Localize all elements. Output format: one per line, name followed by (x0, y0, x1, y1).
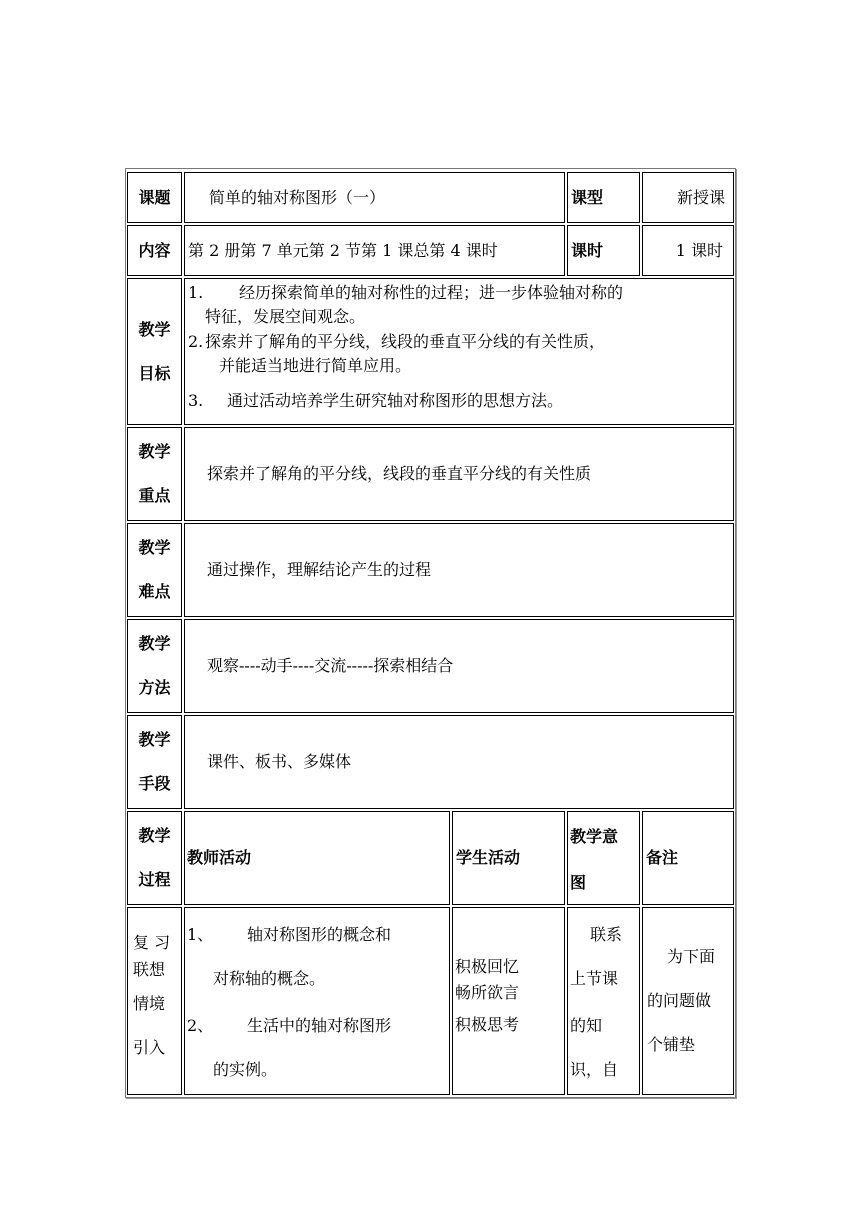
student-activity-header (452, 811, 565, 905)
difficulty-value-text: 通过操作，理解结论产生的过程 (207, 560, 432, 579)
difficulty-label-line1: 教学 (138, 538, 171, 557)
goal-3-number: 3. (188, 391, 204, 410)
process-label-line1: 教学 (138, 826, 171, 845)
goal-2-line2: 并能适当地进行简单应用。 (219, 356, 412, 375)
intent-header-line2: 图 (570, 873, 587, 892)
intent-cell (567, 907, 640, 1095)
process-label-line2: 过程 (138, 870, 171, 889)
teacher-item-1-line1: 轴对称图形的概念和 (247, 925, 392, 944)
teacher-activity-header (184, 811, 450, 905)
key-label-line2: 重点 (138, 486, 171, 505)
stage-label (127, 907, 182, 1095)
goal-2-number: 2. (188, 332, 204, 351)
note-line3: 个铺垫 (647, 1035, 696, 1054)
hours-label-text: 课时 (571, 240, 604, 260)
goals-label (127, 278, 182, 425)
goal-2-line1: 探索并了解角的平分线，线段的垂直平分线的有关性质， (205, 332, 606, 351)
student-activity-cell (452, 907, 565, 1095)
means-label-line1: 教学 (138, 730, 171, 749)
note-header (642, 811, 734, 905)
intent-line3: 的知 (570, 1016, 603, 1035)
teacher-item-2-line2: 的实例。 (213, 1060, 278, 1079)
hours-label (567, 225, 640, 276)
student-activity-line1: 积极回忆 (455, 957, 520, 976)
note-header-text: 备注 (646, 848, 679, 867)
content-value (184, 225, 565, 276)
difficulty-label-line2: 难点 (138, 582, 171, 601)
type-value (642, 172, 734, 223)
means-value (184, 715, 734, 809)
key-label-line1: 教学 (138, 442, 171, 461)
intent-line1: 联系 (590, 925, 623, 944)
hours-value (642, 225, 734, 276)
goals-cell (184, 278, 734, 425)
teacher-item-1-number: 1、 (187, 925, 214, 944)
key-value (184, 427, 734, 521)
topic-value-text: 简单的轴对称图形（一） (209, 187, 386, 207)
difficulty-label (127, 523, 182, 617)
teacher-item-2-line1: 生活中的轴对称图形 (247, 1016, 392, 1035)
key-label (127, 427, 182, 521)
intent-line4: 识，自 (570, 1060, 619, 1079)
teacher-item-1-line2: 对称轴的概念。 (213, 969, 326, 988)
content-label-text: 内容 (138, 240, 171, 260)
method-value (184, 619, 734, 713)
note-line2: 的问题做 (647, 991, 712, 1010)
method-label-line1: 教学 (138, 634, 171, 653)
method-label (127, 619, 182, 713)
stage-label-line1: 复 习 (133, 933, 171, 952)
goals-label-line2: 目标 (138, 363, 171, 383)
note-cell (642, 907, 734, 1095)
method-value-text: 观察----动手----交流-----探索相结合 (207, 656, 454, 675)
goals-label-line1: 教学 (138, 319, 171, 339)
teacher-activity-cell (184, 907, 450, 1095)
goal-1-line2: 特征，发展空间观念。 (205, 307, 366, 326)
topic-value (184, 172, 565, 223)
type-value-text: 新授课 (676, 187, 725, 207)
intent-line2: 上节课 (570, 969, 619, 988)
student-activity-header-text: 学生活动 (456, 848, 521, 867)
type-label-text: 课型 (571, 187, 604, 207)
stage-label-line4: 引入 (133, 1038, 166, 1057)
means-label (127, 715, 182, 809)
note-line1: 为下面 (667, 947, 716, 966)
type-label (567, 172, 640, 223)
teacher-item-2-number: 2、 (187, 1016, 214, 1035)
means-value-text: 课件、板书、多媒体 (207, 752, 352, 771)
intent-header (567, 811, 640, 905)
difficulty-value (184, 523, 734, 617)
intent-header-line1: 教学意 (570, 827, 619, 846)
teacher-activity-header-text: 教师活动 (187, 848, 252, 867)
student-activity-line2: 畅所欲言 (455, 983, 520, 1002)
student-activity-line3: 积极思考 (455, 1015, 520, 1034)
method-label-line2: 方法 (138, 678, 171, 697)
key-value-text: 探索并了解角的平分线，线段的垂直平分线的有关性质 (207, 464, 592, 483)
content-value-text: 第 2 册第 7 单元第 2 节第 1 课总第 4 课时 (188, 240, 498, 260)
goal-3-line1: 通过活动培养学生研究轴对称图形的思想方法。 (227, 391, 564, 410)
stage-label-line3: 情境 (133, 994, 166, 1013)
means-label-line2: 手段 (138, 774, 171, 793)
hours-value-text: 1 课时 (675, 240, 723, 260)
process-label (127, 811, 182, 905)
goal-1-line1: 经历探索简单的轴对称性的过程；进一步体验轴对称的 (239, 283, 624, 302)
topic-label (127, 172, 182, 223)
content-label (127, 225, 182, 276)
goal-1-number: 1. (188, 283, 204, 302)
stage-label-line2: 联想 (133, 960, 166, 979)
topic-label-text: 课题 (138, 187, 171, 207)
